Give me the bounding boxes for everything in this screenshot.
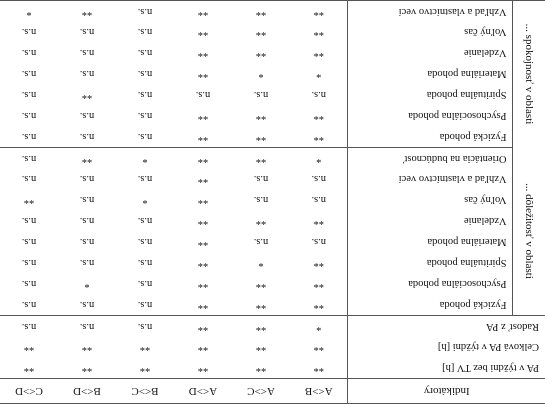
table-row — [0, 358, 545, 379]
significance-cell: ** — [313, 299, 324, 311]
significance-cell: n.s. — [79, 215, 95, 227]
comparison-header: A<>B — [290, 379, 348, 404]
comparison-header: B<>D — [58, 379, 116, 404]
significance-cell: ** — [197, 26, 209, 38]
indicator-label: Materiálna pohoda — [348, 232, 513, 253]
group-heading-cell — [513, 1, 545, 148]
indicator-label: Vzdelanie — [348, 43, 513, 64]
significance-cell: n.s. — [21, 278, 37, 290]
significance-cell: n.s. — [79, 257, 95, 269]
indicator-label: Vzdelanie — [348, 211, 513, 232]
significance-cell: ** — [255, 26, 267, 38]
significance-cell: n.s. — [137, 89, 153, 101]
table-row — [0, 22, 545, 43]
significance-cell: n.s. — [137, 299, 153, 311]
table-row — [0, 1, 545, 22]
significance-cell: n.s. — [21, 236, 37, 248]
significance-cell: * — [26, 5, 32, 17]
significance-cell: n.s. — [137, 236, 153, 248]
indicator-label: Radosť z PA — [348, 316, 545, 337]
significance-cell: ** — [255, 215, 267, 227]
significance-cell: n.s. — [137, 26, 153, 38]
significance-cell: n.s. — [21, 89, 37, 101]
significance-cell: n.s. — [58, 316, 116, 337]
significance-cell: ** — [139, 341, 151, 353]
significance-cell: * — [84, 278, 90, 290]
indicator-label: Voľný čas — [348, 22, 513, 43]
significance-cell: ** — [197, 110, 209, 122]
significance-cell: * — [290, 148, 348, 169]
significance-cell: n.s. — [79, 26, 95, 38]
significance-cell: n.s. — [79, 47, 95, 59]
indicator-label: Psychosociálna pohoda — [348, 106, 513, 127]
significance-cell: ** — [139, 362, 151, 374]
significance-cell: ** — [255, 341, 267, 353]
significance-cell: ** — [232, 316, 290, 337]
significance-cell: n.s. — [21, 68, 37, 80]
group-heading-cell — [513, 148, 545, 316]
indicator-label: Celková PA v týždni [h] — [348, 337, 545, 358]
table-row — [0, 85, 545, 106]
significance-cell: n.s. — [253, 89, 269, 101]
table-body — [0, 1, 545, 379]
indicator-label: Spirituálna pohoda — [348, 85, 513, 106]
significance-cell: n.s. — [137, 131, 153, 143]
significance-cell: ** — [197, 194, 209, 206]
indicator-label: Psychosociálna pohoda — [348, 274, 513, 295]
significance-cell: ** — [197, 131, 209, 143]
significance-cell: ** — [255, 299, 267, 311]
indicator-label: Orientácia na budúcnosť — [348, 148, 513, 169]
significance-cell: ** — [255, 362, 267, 374]
significance-cell: ** — [313, 47, 324, 59]
significance-cell: ** — [255, 5, 267, 17]
significance-cell: n.s. — [311, 173, 327, 185]
significance-cell: n.s. — [21, 299, 37, 311]
indicator-label: Materiálna pohoda — [348, 64, 513, 85]
significance-cell: n.s. — [137, 68, 153, 80]
significance-cell: ** — [313, 278, 324, 290]
significance-cell: ** — [174, 148, 232, 169]
significance-cell: n.s. — [195, 89, 211, 101]
significance-cell: ** — [174, 316, 232, 337]
significance-cell: n.s. — [137, 5, 153, 17]
significance-cell: ** — [197, 68, 209, 80]
significance-cell: ** — [255, 47, 267, 59]
significance-cell: n.s. — [21, 26, 37, 38]
significance-cell: ** — [197, 215, 209, 227]
significance-cell: n.s. — [253, 194, 269, 206]
significance-cell: n.s. — [253, 173, 269, 185]
indicator-label: Spirituálna pohoda — [348, 253, 513, 274]
table-row — [0, 106, 545, 127]
significance-cell: ** — [313, 26, 324, 38]
significance-cell: ** — [197, 47, 209, 59]
indicator-label: PA v týždni bez TV [h] — [348, 358, 545, 379]
comparison-header: A<>D — [174, 379, 232, 404]
significance-cell: ** — [313, 341, 324, 353]
table-row — [0, 43, 545, 64]
table-row — [0, 211, 545, 232]
significance-cell: * — [316, 68, 322, 80]
significance-cell: n.s. — [21, 257, 37, 269]
significance-cell: n.s. — [137, 215, 153, 227]
significance-cell: ** — [313, 257, 324, 269]
significance-cell: ** — [81, 362, 93, 374]
significance-cell: n.s. — [79, 68, 95, 80]
table-row — [0, 316, 545, 337]
significance-cell: ** — [197, 257, 209, 269]
significance-cell: ** — [23, 362, 35, 374]
significance-cell: ** — [313, 5, 324, 17]
significance-cell: ** — [197, 236, 209, 248]
significance-cell: ** — [81, 89, 93, 101]
significance-cell: n.s. — [79, 299, 95, 311]
significance-cell: n.s. — [21, 110, 37, 122]
table-row — [0, 337, 545, 358]
significance-cell: n.s. — [79, 236, 95, 248]
significance-cell: n.s. — [116, 316, 174, 337]
comparison-header: B<>C — [116, 379, 174, 404]
comparison-header: C<>D — [0, 379, 58, 404]
significance-cell: n.s. — [21, 173, 37, 185]
significance-cell: n.s. — [21, 47, 37, 59]
significance-cell: ** — [313, 215, 324, 227]
significance-cell: n.s. — [21, 131, 37, 143]
significance-cell: ** — [255, 131, 267, 143]
table-row — [0, 253, 545, 274]
significance-cell: n.s. — [137, 257, 153, 269]
significance-cell: ** — [313, 110, 324, 122]
significance-cell: * — [258, 68, 264, 80]
table-row — [0, 190, 545, 211]
indicator-label: Vzhľad a vlastníctvo vecí — [348, 169, 513, 190]
indicator-header: Indikátory — [348, 379, 545, 404]
significance-cell: ** — [81, 5, 93, 17]
significance-cell: * — [258, 257, 264, 269]
significance-cell: ** — [23, 341, 35, 353]
significance-cell: ** — [255, 278, 267, 290]
significance-cell: ** — [232, 148, 290, 169]
significance-cell: ** — [313, 131, 324, 143]
significance-cell: ** — [197, 173, 209, 185]
header-row — [0, 379, 545, 404]
significance-cell: n.s. — [253, 236, 269, 248]
indicator-label: Vzhľad a vlastníctvo vecí — [348, 1, 513, 22]
significance-cell: n.s. — [311, 194, 327, 206]
significance-cell: n.s. — [79, 131, 95, 143]
comparison-header: A<>C — [232, 379, 290, 404]
significance-cell: n.s. — [311, 89, 327, 101]
significance-cell: n.s. — [0, 148, 58, 169]
significance-cell: n.s. — [311, 236, 327, 248]
significance-cell: ** — [81, 341, 93, 353]
indicator-label: Fyzická pohoda — [348, 295, 513, 316]
significance-cell: * — [116, 148, 174, 169]
significance-cell: ** — [197, 278, 209, 290]
significance-cell: ** — [23, 194, 35, 206]
significance-cell: n.s. — [79, 173, 95, 185]
table-row — [0, 232, 545, 253]
significance-cell: * — [142, 194, 148, 206]
significance-cell: n.s. — [0, 316, 58, 337]
significance-cell: ** — [197, 299, 209, 311]
significance-cell: n.s. — [79, 194, 95, 206]
table-row — [0, 64, 545, 85]
indicator-label: Fyzická pohoda — [348, 127, 513, 148]
significance-cell: ** — [255, 110, 267, 122]
significance-cell: n.s. — [21, 215, 37, 227]
table-row — [0, 169, 545, 190]
group-heading: ... spokojnosť v oblasti — [523, 23, 536, 125]
significance-cell: ** — [197, 362, 209, 374]
group-heading: ... dôležitosť v oblasti — [523, 183, 536, 280]
table-row — [0, 127, 545, 148]
significance-cell: ** — [313, 362, 324, 374]
significance-cell: n.s. — [137, 278, 153, 290]
significance-cell: * — [290, 316, 348, 337]
significance-cell: n.s. — [137, 110, 153, 122]
significance-cell: n.s. — [79, 110, 95, 122]
significance-cell: n.s. — [137, 173, 153, 185]
significance-cell: ** — [197, 5, 209, 17]
table-row — [0, 274, 545, 295]
indicator-label: Voľný čas — [348, 190, 513, 211]
significance-cell: ** — [197, 341, 209, 353]
significance-cell: n.s. — [137, 47, 153, 59]
table-row — [0, 148, 545, 169]
table-row — [0, 295, 545, 316]
significance-cell: ** — [58, 148, 116, 169]
